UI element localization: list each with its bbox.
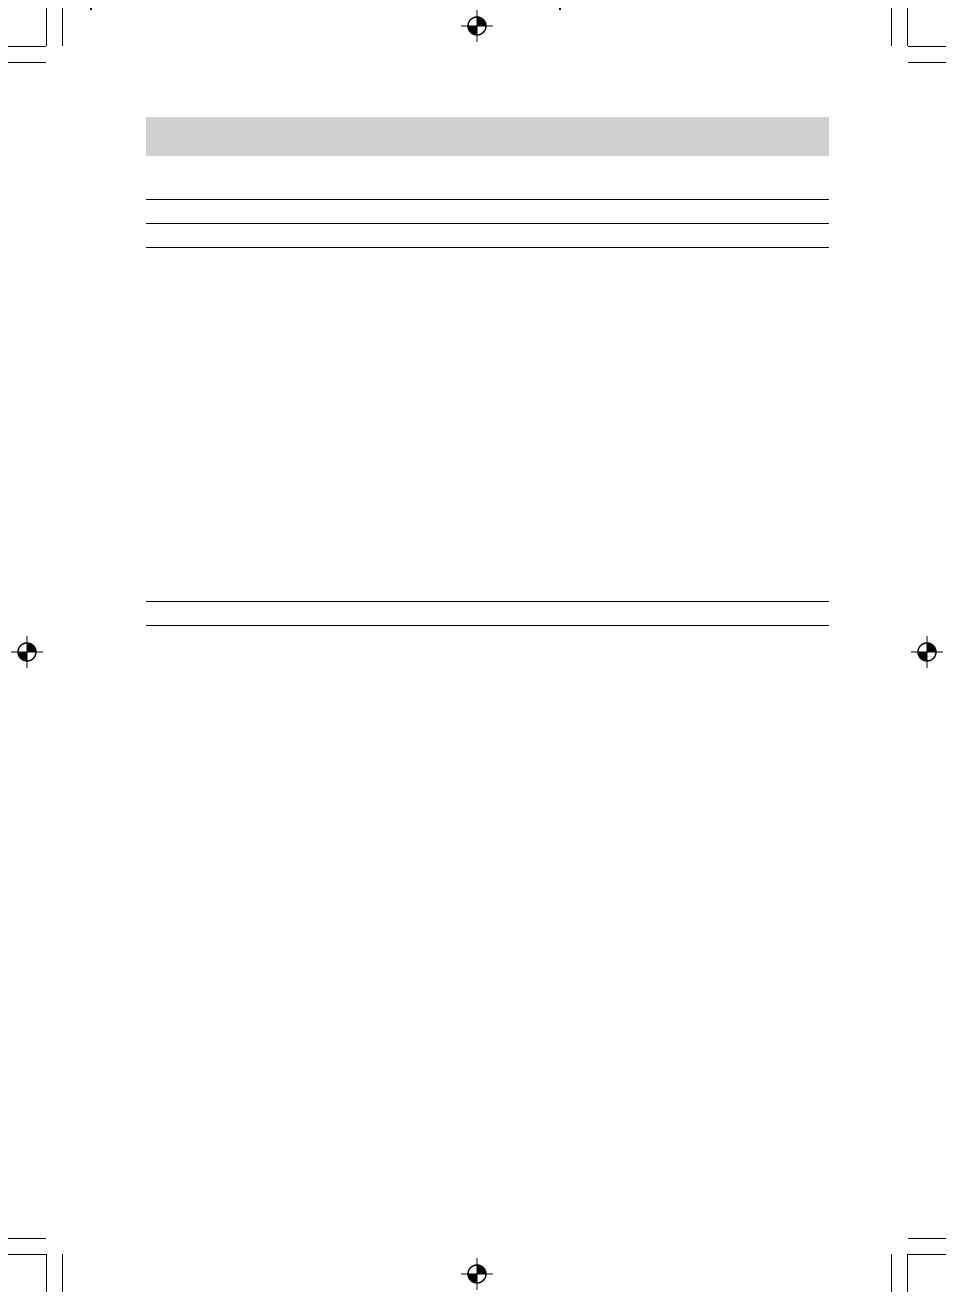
tone-column-header-row [146,224,829,248]
registration-mark-icon [11,636,43,668]
tone-group-header-row [146,200,829,224]
level-group-header-row [146,602,829,626]
grayscale-color-bar [90,8,92,10]
level-parameter-table [146,601,829,626]
registration-mark-icon [461,10,493,42]
registration-mark-icon [911,636,943,668]
registration-mark-icon [461,1258,493,1290]
heading-bar [146,117,829,156]
tone-parameter-table [146,199,829,248]
process-color-bar [559,8,561,10]
